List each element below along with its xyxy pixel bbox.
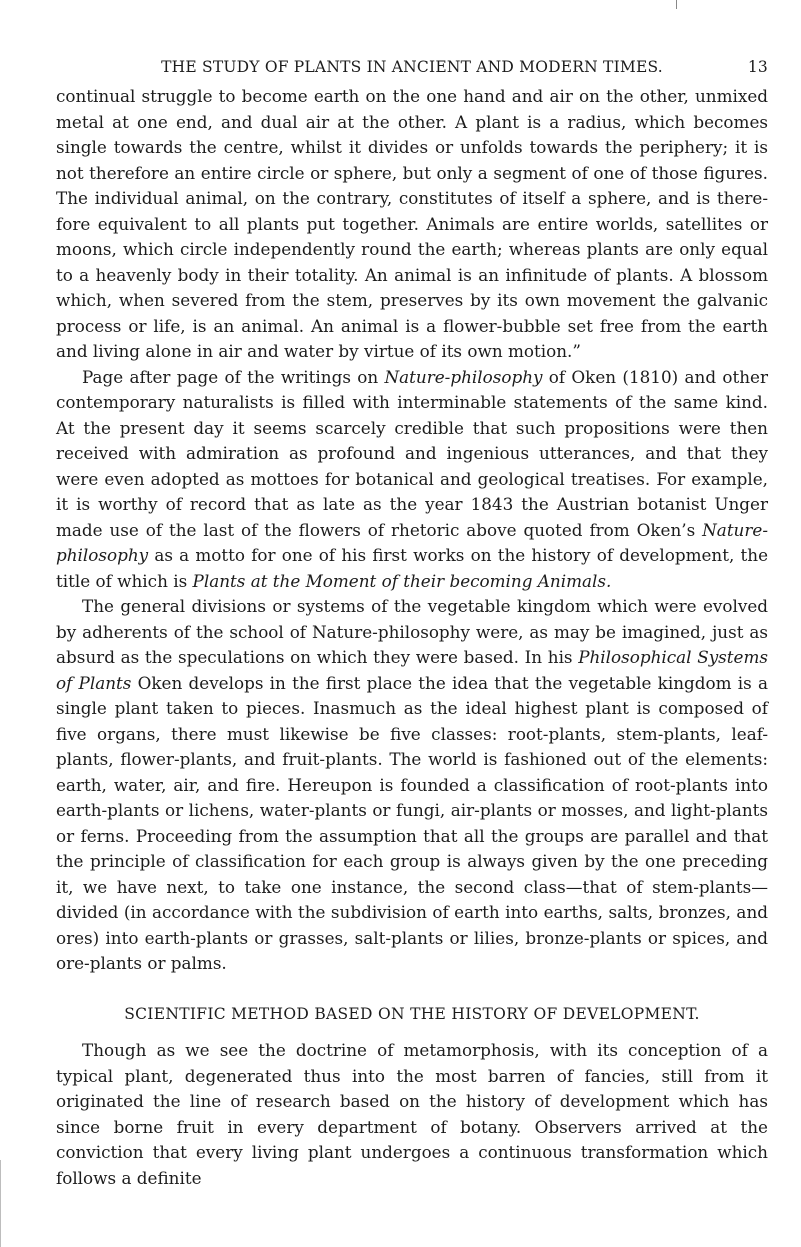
paragraph-text: Page after page of the writings on [82,366,385,387]
scan-artifact-mark [676,0,677,9]
paragraph-4: Though as we see the doctrine of metamorphosis, with its conception of a typical plant, degenerated thus into the most barren of fancies, still from it originated the line of research based on the history of development which has since borne fruit in every department of botany. Observers arrived at the conviction that every living plant undergoes a continuous transformation which follows a definite [56,1040,768,1188]
paragraph-text: of Oken (1810) and other contemporary naturalists is filled with interminable statements of the same kind. At the present day it seems scarcely credible that such propositions were then received with admiration as profound and ingenious utterances, and that they were even adopted as mottoes for botanical and geological treatises. For example, it is worthy of record that as late as the year 1843 the Austrian botanist Unger made use of the last of the flowers of rhetoric above quoted from Oken’s [56,366,768,540]
page-number: 13 [747,58,768,76]
italic-title-text: Nature-philosophy [56,519,768,565]
scan-artifact-edge [0,1160,1,1247]
section-heading: SCIENTIFIC METHOD BASED ON THE HISTORY OF DEVELOPMENT. [124,1004,700,1023]
paragraph-text: continual struggle to become earth on the one hand and air on the other, unmixed metal at one end, and dual air at the other. A plant is a radius, which becomes single towards the centre, whilst it divides or unfolds towards the periphery; it is not therefore an entire circle or sphere, but only a segment of one of those figures. The individual animal, on the contrary, constitutes of itself a sphere, and is there-fore equivalent to all plants put together. Animals are entire worlds, satellites or moons, which circle independently round the earth; whereas plants are only equal to a heavenly body in their totality. An animal is an infinitude of plants. A blossom which, when severed from the stem, preserves by its own movement the galvanic process or life, is an animal. An animal is a flower-bubble set free from the earth and living alone in air and water by virtue of its own motion.” [56,86,768,361]
italic-title-text: Philosophical Systems of Plants [56,647,768,693]
paragraph-text: Oken develops in the first place the idea that the vegetable kingdom is a single plant taken to pieces. Inasmuch as the ideal highest plant is composed of five organs, there must likewise be five classes: root-plants, stem-plants, leaf-plants, flower-plants, and fruit-plants. The world is fashioned out of the elements: earth, water, air, and fire. Hereupon is founded a classification of root-plants into earth-plants or lichens, water-plants or fungi, air-plants or mosses, and light-plants or ferns. Proceeding from the assumption that all the groups are parallel and that the principle of classification for each group is always given by the one preceding it, we have next, to take one instance, the second class—that of stem-plants—divided (in accordance with the subdivision of earth into earths, salts, bronzes, and ores) into earth-plants or grasses, salt-plants or lilies, bronze-plants or spices, and ore-plants or palms. [56,672,768,973]
paragraph-3 [56,594,768,977]
running-title: THE STUDY OF PLANTS IN ANCIENT AND MODERN TIMES. [161,58,663,76]
paragraph-2 [56,365,768,595]
running-head [56,58,768,82]
paragraph-text: The general divisions or systems of the vegetable kingdom which were evolved by adherents of the school of Nature-philosophy were, as may be imagined, just as absurd as the speculations on which they were based. In his [56,596,768,667]
italic-title-text: Plants at the Moment of their becoming Animals. [192,570,612,591]
body-text [56,84,768,1191]
italic-title-text: Nature-philosophy [384,366,543,387]
paragraph-1 [56,84,768,365]
paragraph-text: as a motto for one of his first works on the history of development, the title of which is [56,545,768,591]
